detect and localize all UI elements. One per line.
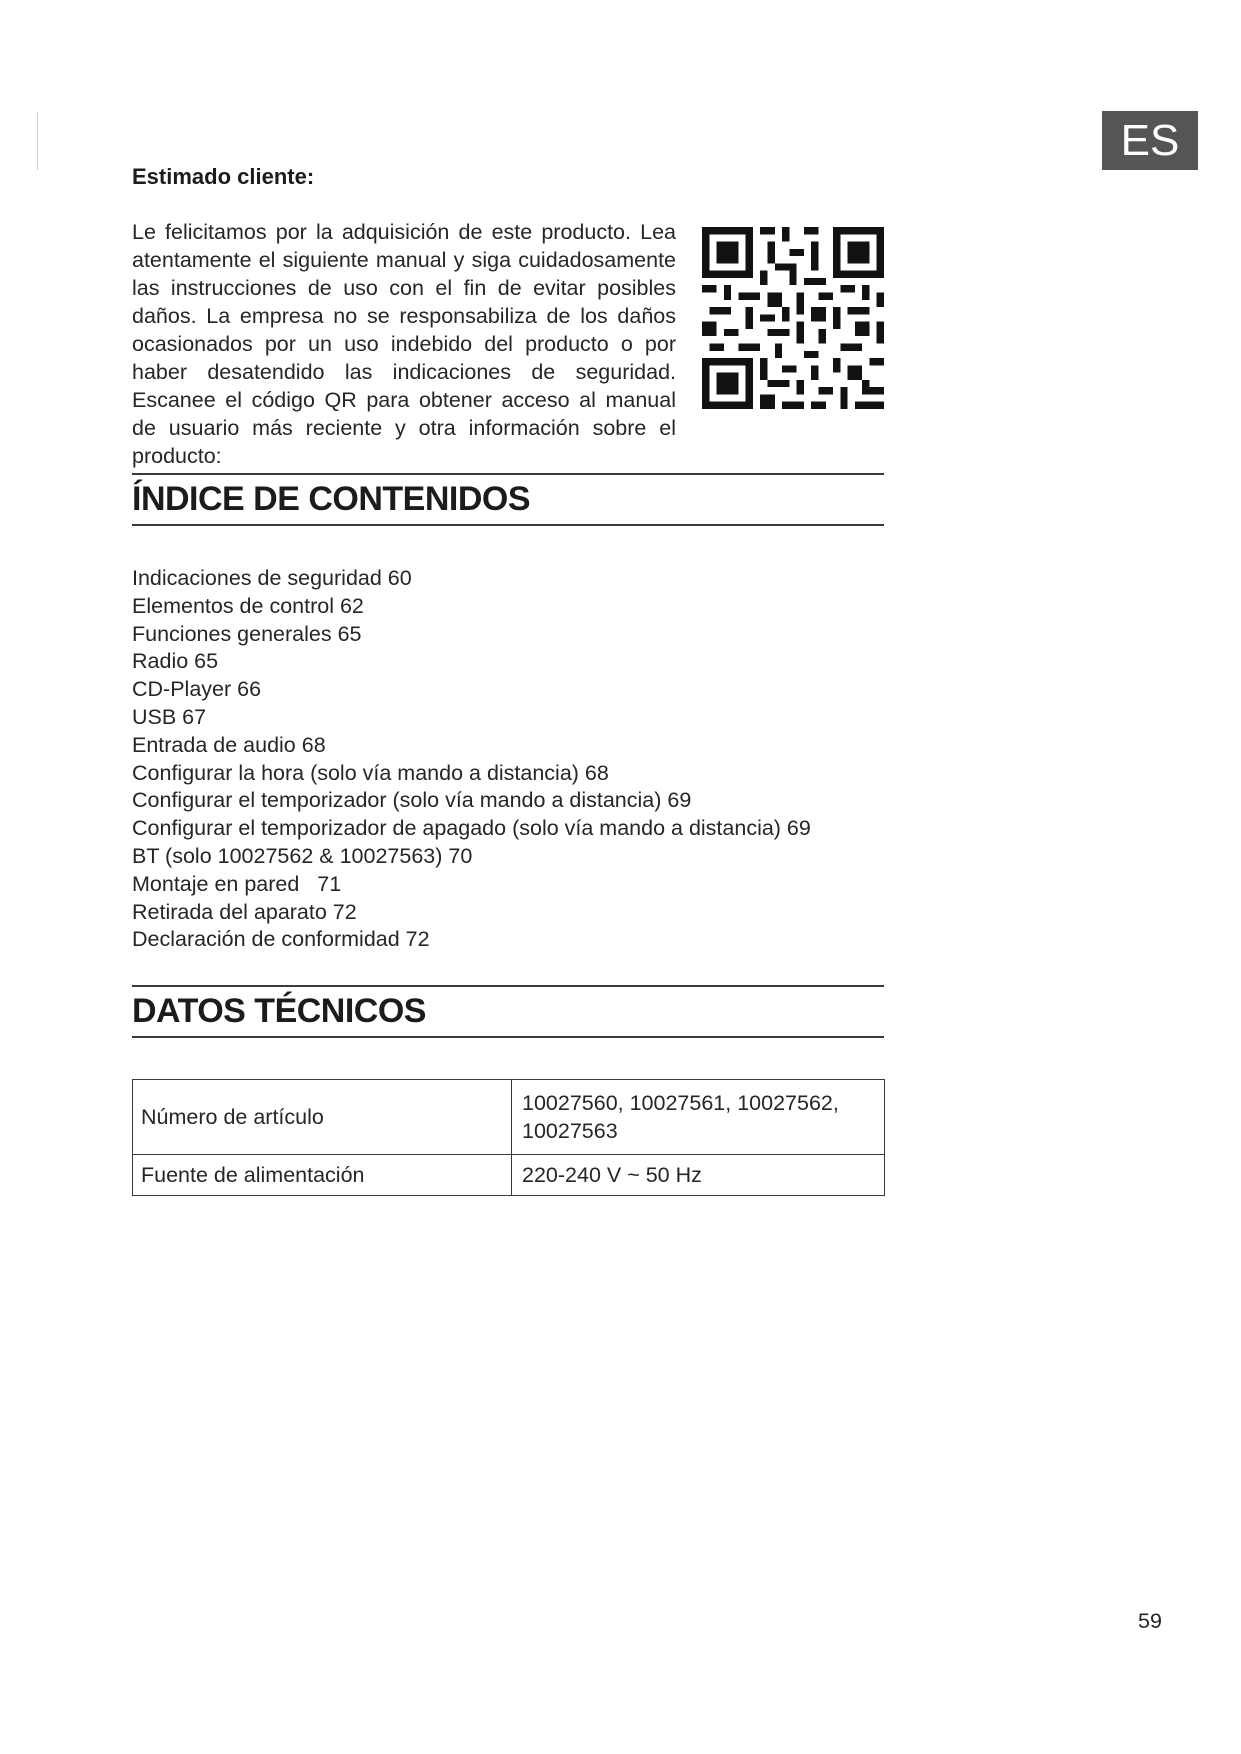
toc-item[interactable]: Radio 65: [132, 649, 219, 674]
specs-top-rule: [132, 985, 884, 987]
toc-item[interactable]: Montaje en pared 71: [132, 871, 342, 896]
page-number: 59: [1138, 1609, 1162, 1633]
toc-item[interactable]: CD-Player 66: [132, 677, 262, 702]
toc-title: ÍNDICE DE CONTENIDOS: [132, 480, 531, 518]
toc-item[interactable]: Configurar la hora (solo vía mando a distancia) 68: [132, 760, 609, 785]
table-row: [133, 1155, 885, 1196]
toc-item[interactable]: Elementos de control 62: [132, 593, 364, 618]
toc-item[interactable]: Declaración de conformidad 72: [132, 927, 430, 952]
spec-value: [512, 1080, 885, 1155]
toc-item[interactable]: Configurar el temporizador (solo vía mando a distancia) 69: [132, 788, 692, 813]
intro-paragraph: Le felicitamos por la adquisición de este producto. Lea atentamente el siguiente manual y siga cuidadosamente las instrucciones de uso con el fin de evitar posibles daños. La empresa no se responsabiliza de los daños ocasionados por un uso indebido del producto o por haber desatendido las indicaciones de seguridad. Escanee el código QR para obtener acceso al manual de usuario más reciente y otra información sobre el producto:: [132, 220, 676, 468]
margin-line: [37, 112, 38, 170]
spec-value-line: 10027563: [522, 1119, 618, 1143]
spec-label: Número de artículo: [133, 1080, 512, 1155]
qr-code-icon[interactable]: [702, 227, 884, 409]
toc-item[interactable]: USB 67: [132, 704, 207, 729]
toc-item[interactable]: Indicaciones de seguridad 60: [132, 566, 412, 590]
toc-item[interactable]: Funciones generales 65: [132, 621, 362, 646]
spec-label: Fuente de alimentación: [133, 1155, 512, 1196]
toc-list: [132, 565, 811, 954]
specs-title: DATOS TÉCNICOS: [132, 992, 426, 1030]
toc-item[interactable]: Configurar el temporizador de apagado (solo vía mando a distancia) 69: [132, 816, 811, 841]
toc-top-rule: [132, 473, 884, 475]
toc-bottom-rule: [132, 524, 884, 526]
greeting-heading: Estimado cliente:: [132, 164, 315, 189]
spec-value-line: 10027560, 10027561, 10027562,: [522, 1091, 839, 1115]
spec-value: 220-240 V ~ 50 Hz: [512, 1155, 885, 1196]
table-row: [133, 1080, 885, 1155]
specs-table: [132, 1079, 885, 1196]
toc-item[interactable]: Retirada del aparato 72: [132, 899, 357, 924]
toc-item[interactable]: BT (solo 10027562 & 10027563) 70: [132, 843, 473, 868]
toc-item[interactable]: Entrada de audio 68: [132, 732, 326, 757]
language-tab: ES: [1102, 111, 1198, 170]
specs-bottom-rule: [132, 1036, 884, 1038]
